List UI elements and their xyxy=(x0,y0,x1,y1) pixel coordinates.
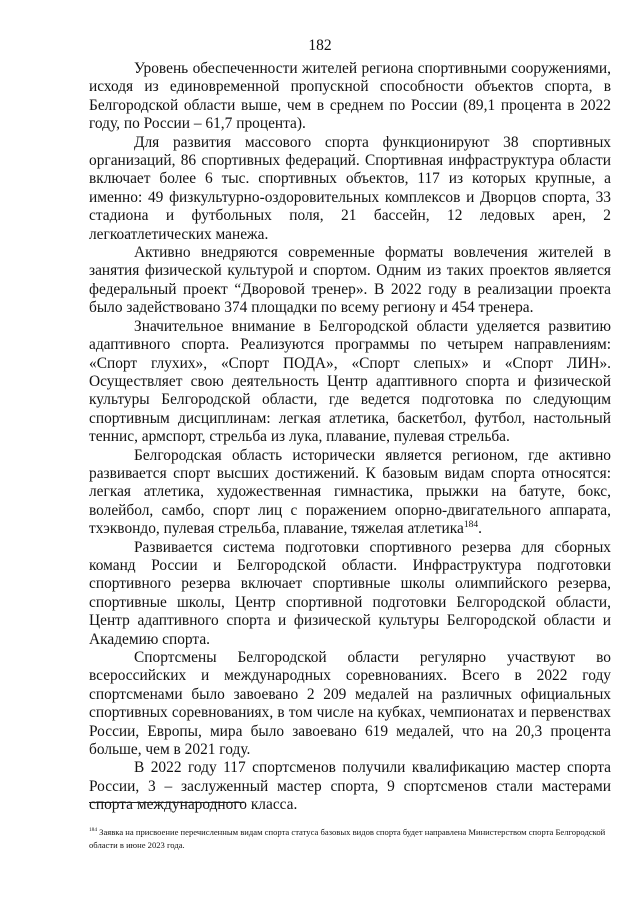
footnote xyxy=(89,826,611,852)
paragraph-facility-provision: Уровень обеспеченности жителей региона спортивными сооружениями, исходя из единовременной пропускной способности объектов спорта, в Белгородской области выше, чем в среднем по России (89,1 процента в 2022 году, по России – 61,7 процента). xyxy=(89,60,611,133)
paragraph-modern-formats: Активно внедряются современные форматы вовлечения жителей в занятия физической культурой и спортом. Одним из таких проектов является федеральный проект “Дворовой тренер». В 2022 году в реализации проекта было задействовано 374 площадки по всему региону и 454 тренера. xyxy=(89,244,611,317)
paragraph-qualifications: В 2022 году 117 спортсменов получили квалификацию мастер спорта России, 3 – заслуженный мастер спорта, 9 спортсменов стали мастерами спорта международного класса. xyxy=(89,759,611,814)
page-number: 182 xyxy=(308,37,332,54)
body-text xyxy=(89,60,611,815)
footnote-reference: 184 xyxy=(463,519,479,531)
paragraph-adaptive-sport: Значительное внимание в Белгородской области уделяется развитию адаптивного спорта. Реализуются программы по четырем направлениям: «Спорт глухих», «Спорт ПОДА», «Спорт слепых» и «Спорт ЛИН». Осуществляет свою деятельность Центр адаптивного спорта и физической культуры Белгородской области, где ведется подготовка по следующим спортивным дисциплинам: легкая атлетика, баскетбол, футбол, настольный теннис, армспорт, стрельба из лука, плавание, пулевая стрельба. xyxy=(89,317,611,446)
paragraph-mass-sport: Для развития массового спорта функционируют 38 спортивных организаций, 86 спортивных федераций. Спортивная инфраструктура области включает более 6 тыс. спортивных объектов, 117 из которых крупные, а именно: 49 физкультурно-оздоровительных комплексов и Дворцов спорта, 33 стадиона и футбольных поля, 21 бассейн, 12 ледовых арен, 2 легкоатлетических манежа. xyxy=(89,133,611,243)
footnote-text: Заявка на присвоение перечисленным видам спорта статуса базовых видов спорта будет направлена Министерством спорта Белгородской области в июне 2023 года. xyxy=(89,827,606,850)
footnote-marker: 184 xyxy=(89,827,97,834)
paragraph-high-achievement-sport: Белгородская область исторически является регионом, где активно развивается спорт высших достижений. К базовым видам спорта относятся: легкая атлетика, художественная гимнастика, прыжки на батуте, бокс, волейбол, самбо, спорт лиц с поражением опорно-двигательного аппарата, тхэквондо, пулевая стрельба, плавание, тяжелая атлетика$^{184}$. xyxy=(89,446,611,538)
paragraph-competitions: Спортсмены Белгородской области регулярно участвуют во всероссийских и международных соревнованиях. Всего в 2022 году спортсменами было завоевано 2 209 медалей на различных официальных спортивных соревнованиях, в том числе на кубках, чемпионатах и первенствах России, Европы, мира было завоевано 619 медалей, что на 20,3 процента больше, чем в 2021 году. xyxy=(89,649,611,759)
footnote-divider xyxy=(89,802,244,803)
paragraph-sports-reserve: Развивается система подготовки спортивного резерва для сборных команд России и Белгородской области. Инфраструктура подготовки спортивного резерва включает спортивные школы олимпийского резерва, спортивные школы, Центр спортивной подготовки Белгородской области, Центр адаптивного спорта и физической культуры Белгородской области и Академию спорта. xyxy=(89,538,611,648)
